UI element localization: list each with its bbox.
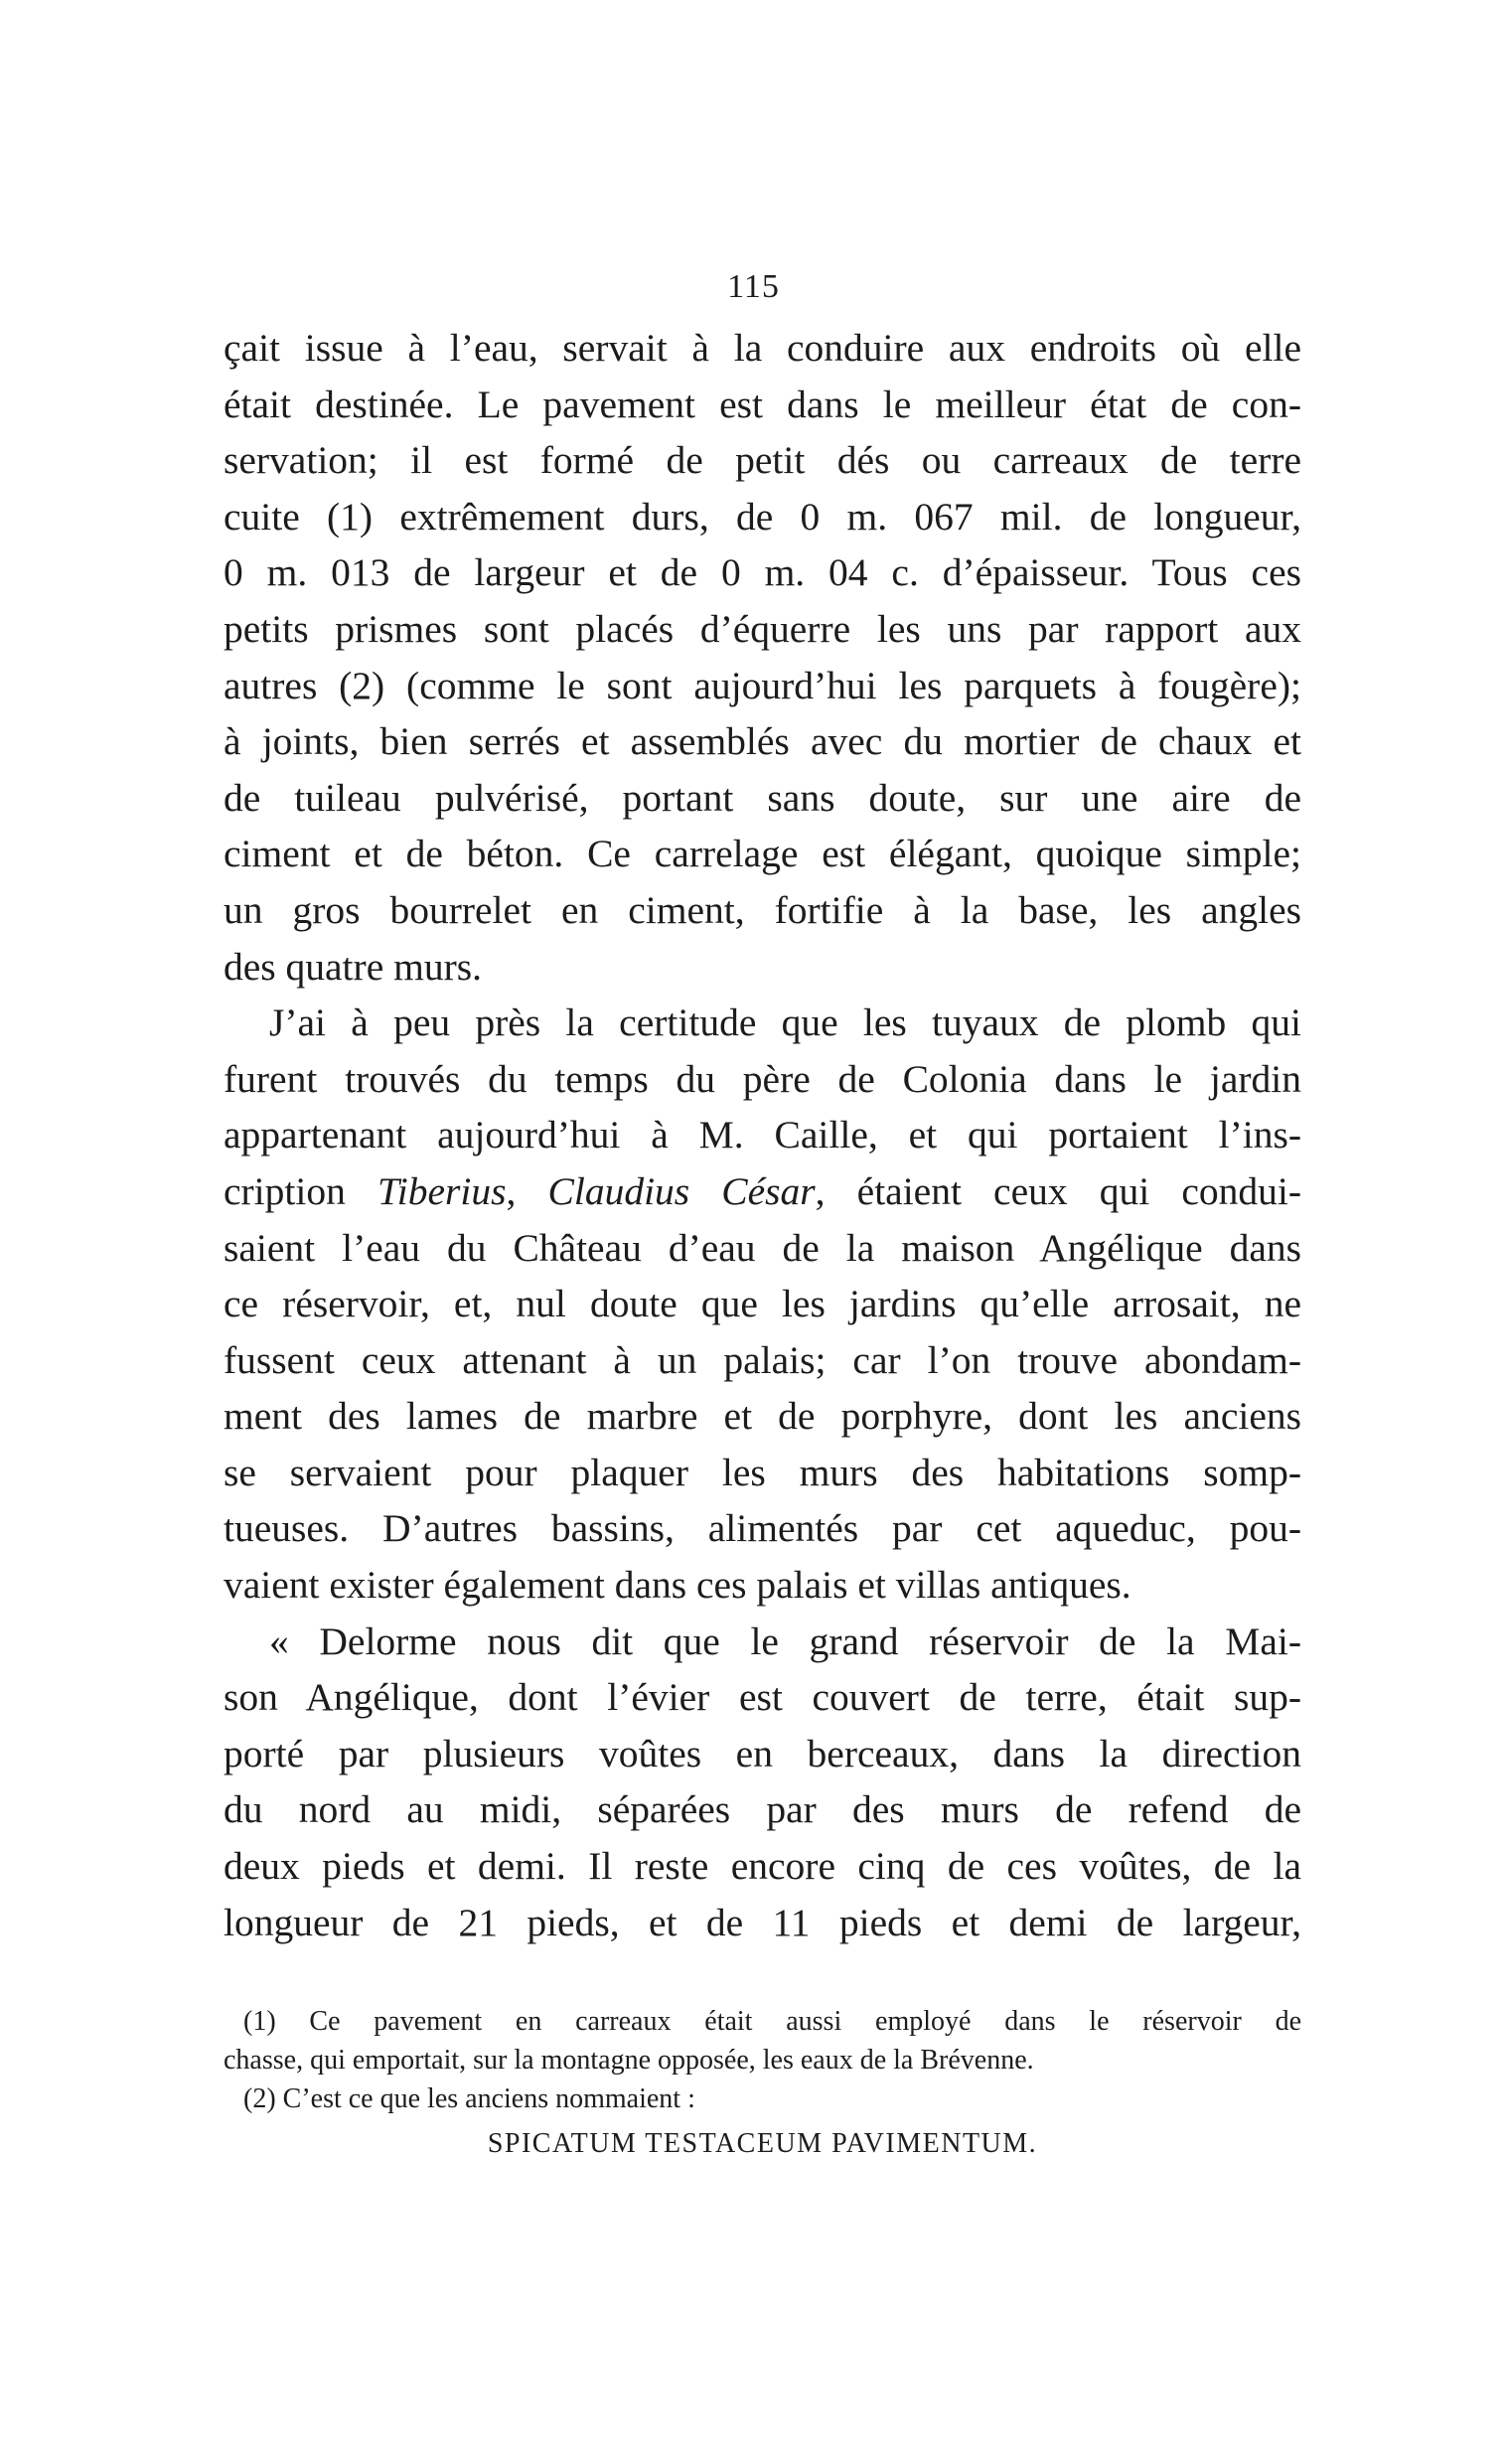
text-segment: cription: [224, 1168, 377, 1213]
text-segment: ,: [506, 1168, 548, 1213]
text-line: çait issue à l’eau, servait à la conduire aux endroits où elle: [224, 326, 1301, 370]
text-line: saient l’eau du Château d’eau de la maison Angélique dans: [224, 1225, 1301, 1270]
text-line: était destinée. Le pavement est dans le meilleur état de con-: [224, 382, 1301, 426]
text-segment: , étaient ceux qui condui-: [815, 1168, 1302, 1213]
text-line: 0 m. 013 de largeur et de 0 m. 04 c. d’épaisseur. Tous ces: [224, 550, 1301, 595]
footnote-2-quote: SPICATUM TESTACEUM PAVIMENTUM.: [487, 2128, 1038, 2159]
text-line: fussent ceux attenant à un palais; car l’on trouve abondam-: [224, 1337, 1301, 1382]
text-line: porté par plusieurs voûtes en berceaux, dans la direction: [224, 1731, 1301, 1775]
italic-name-claudius-cesar: Claudius César: [547, 1168, 816, 1213]
body-text: [224, 320, 1301, 1950]
text-line: du nord au midi, séparées par des murs de refend de: [224, 1787, 1301, 1832]
text-line: à joints, bien serrés et assemblés avec du mortier de chaux et: [224, 719, 1301, 764]
text-line: des quatre murs.: [224, 944, 482, 989]
text-line: se servaient pour plaquer les murs des habitations somp-: [224, 1450, 1301, 1494]
text-line: petits prismes sont placés d’équerre les uns par rapport aux: [224, 606, 1301, 651]
footnote-2: (2) C’est ce que les anciens nommaient :: [243, 2083, 695, 2114]
text-line: cuite (1) extrêmement durs, de 0 m. 067 mil. de longueur,: [224, 494, 1301, 539]
page-number: 115: [727, 268, 780, 305]
text-line: appartenant aujourd’hui à M. Caille, et qui portaient l’ins-: [224, 1113, 1301, 1157]
italic-name-tiberius: Tiberius: [377, 1168, 507, 1213]
text-line: « Delorme nous dit que le grand réservoir de la Mai-: [269, 1618, 1301, 1663]
text-line: de tuileau pulvérisé, portant sans doute, sur une aire de: [224, 775, 1301, 820]
text-line: autres (2) (comme le sont aujourd’hui les parquets à fougère);: [224, 663, 1301, 707]
text-line: ce réservoir, et, nul doute que les jardins qu’elle arrosait, ne: [224, 1282, 1301, 1326]
text-line: ciment et de béton. Ce carrelage est élégant, quoique simple;: [224, 832, 1301, 876]
text-line-with-italics: [224, 1163, 1301, 1220]
text-line: ment des lames de marbre et de porphyre, dont les anciens: [224, 1394, 1301, 1439]
text-line: tueuses. D’autres bassins, alimentés par cet aqueduc, pou-: [224, 1506, 1301, 1551]
text-line: vaient exister également dans ces palais et villas antiques.: [224, 1563, 1131, 1608]
text-line: longueur de 21 pieds, et de 11 pieds et demi de largeur,: [224, 1900, 1301, 1944]
text-line: son Angélique, dont l’évier est couvert de terre, était sup-: [224, 1675, 1301, 1720]
footnote-1: (1) Ce pavement en carreaux était aussi employé dans le réservoir de: [243, 2006, 1301, 2037]
footnote-1-continued: chasse, qui emportait, sur la montagne opposée, les eaux de la Brévenne.: [224, 2045, 1034, 2076]
text-line: deux pieds et demi. Il reste encore cinq de ces voûtes, de la: [224, 1844, 1301, 1889]
text-line: furent trouvés du temps du père de Colonia dans le jardin: [224, 1056, 1301, 1101]
footnotes: [224, 2002, 1301, 2163]
text-line: un gros bourrelet en ciment, fortifie à la base, les angles: [224, 887, 1301, 932]
text-line: J’ai à peu près la certitude que les tuyaux de plomb qui: [269, 1001, 1301, 1045]
text-line: servation; il est formé de petit dés ou carreaux de terre: [224, 438, 1301, 483]
